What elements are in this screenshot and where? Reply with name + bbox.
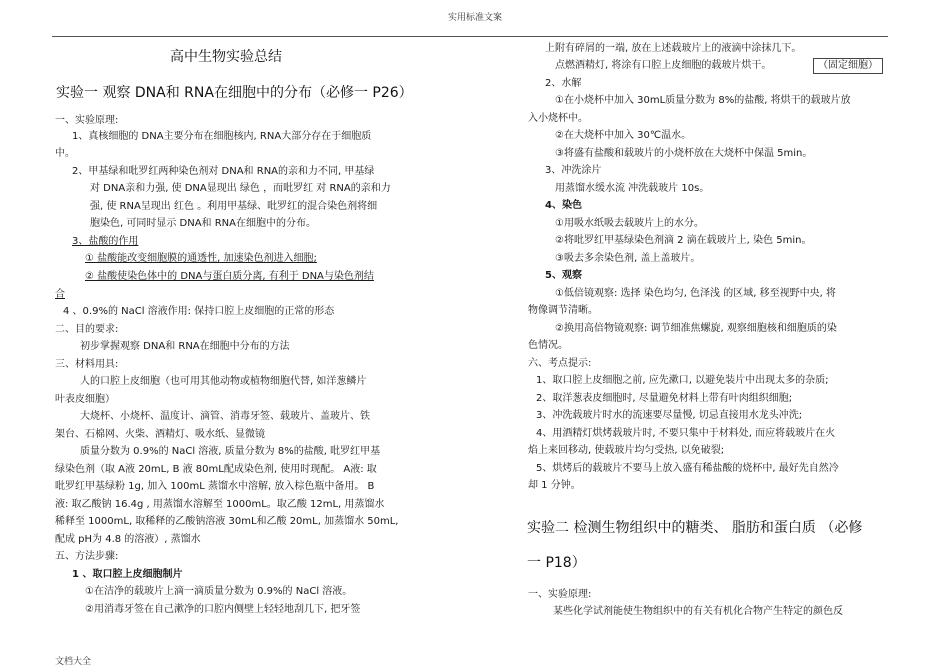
text-line: ①低倍镜观察: 选择 染色均匀, 色泽浅 的区域, 移至视野中央, 将 (555, 288, 836, 299)
text-line: 绿染色剂（取 A液 20mL, B 液 80mL配成染色剂, 使用时现配。 A液: 取 (55, 464, 377, 475)
text-line: 用蒸馏水缓水流 冲洗载玻片 10s。 (555, 183, 710, 194)
text-line: 合 (55, 289, 65, 300)
experiment-1-heading: 实验一 观察 DNA和 RNA在细胞中的分布（必修一 P26） (56, 85, 413, 101)
text-line: 1、真核细胞的 DNA主要分布在细胞核内, RNA大部分存在于细胞质 (72, 131, 372, 142)
text-line: 5、观察 (545, 270, 582, 281)
text-line: 入小烧杯中。 (528, 113, 588, 124)
text-line: 点燃酒精灯, 将涂有口腔上皮细胞的载玻片烘干。 (555, 60, 772, 71)
text-line: 3、盐酸的作用 (72, 236, 139, 247)
text-line: 架台、石棉网、火柴、酒精灯、吸水纸、显微镜 (55, 429, 265, 440)
text-line: 某些化学试剂能使生物组织中的有关有机化合物产生特定的颜色反 (553, 606, 843, 617)
text-line: 五、方法步骤: (55, 551, 119, 562)
text-line: 对 DNA亲和力强, 使 DNA显现出 绿色 ，而吡罗红 对 RNA的亲和力 (90, 183, 391, 194)
text-line: 人的口腔上皮细胞（也可用其他动物或植物细胞代替, 如洋葱鳞片 (80, 376, 367, 387)
text-line: ②将吡罗红甲基绿染色剂滴 2 滴在载玻片上, 染色 5min。 (555, 235, 812, 246)
text-line: 六、考点提示: (528, 358, 592, 369)
text-line: 却 1 分钟。 (528, 480, 581, 491)
text-line: ②换用高倍物镜观察: 调节细准焦螺旋, 观察细胞核和细胞质的染 (555, 323, 837, 334)
text-line: 物像调节清晰。 (528, 305, 598, 316)
text-line: 1 、取口腔上皮细胞制片 (72, 569, 183, 580)
text-line: 一、实验原理: (55, 115, 119, 126)
experiment-2-heading: 实验二 检测生物组织中的糖类、 脂肪和蛋白质 （必修 (527, 520, 863, 536)
text-line: 吡罗红甲基绿粉 1g, 加入 100mL 蒸馏水中溶解, 放入棕色瓶中备用。 B (55, 481, 375, 492)
page-header: 实用标准文案 (447, 13, 502, 23)
text-line: 5、烘烤后的载玻片不要马上放入盛有稀盐酸的烧杯中, 最好先自然冷 (536, 463, 839, 474)
text-line: 2、取洋葱表皮细胞时, 尽量避免材料上带有叶肉组织细胞; (536, 393, 793, 404)
text-line: 二、目的要求: (55, 324, 119, 335)
header-rule (52, 36, 888, 37)
fixed-cells-tag: （固定细胞） (813, 58, 883, 74)
text-line: ② 盐酸使染色体中的 DNA与蛋白质分离, 有利于 DNA与染色剂结 (85, 271, 374, 282)
text-line: 4、用酒精灯烘烤载玻片时, 不要只集中于材料处, 而应将载玻片在火 (536, 428, 836, 439)
text-line: ①在小烧杯中加入 30mL质量分数为 8%的盐酸, 将烘干的载玻片放 (555, 95, 851, 106)
text-line: 色情况。 (528, 340, 568, 351)
text-line: 4、染色 (545, 200, 582, 211)
text-line: ②用消毒牙签在自己漱净的口腔内侧壁上轻轻地刮几下, 把牙签 (85, 604, 361, 615)
text-line: 焰上来回移动, 使载玻片均匀受热, 以免破裂; (528, 445, 725, 456)
text-line: ②在大烧杯中加入 30℃温水。 (555, 130, 692, 141)
text-line: ③吸去多余染色剂, 盖上盖玻片。 (555, 253, 701, 264)
text-line: 2、甲基绿和吡罗红两种染色剂对 DNA和 RNA的亲和力不同, 甲基绿 (72, 166, 375, 177)
text-line: 3、冲洗载玻片时水的流速要尽量慢, 切忌直接用水龙头冲洗; (536, 410, 803, 421)
text-line: 中。 (55, 148, 75, 159)
text-line: 3、冲洗涂片 (545, 165, 602, 176)
text-line: 一、实验原理: (528, 589, 592, 600)
text-line: 胞染色, 可同时显示 DNA和 RNA在细胞中的分布。 (90, 218, 317, 229)
text-line: 三、材料用具: (55, 359, 119, 370)
text-line: 1、取口腔上皮细胞之前, 应先漱口, 以避免装片中出现太多的杂质; (536, 375, 829, 386)
text-line: 配成 pH为 4.8 的溶液）, 蒸馏水 (55, 534, 201, 545)
document-title: 高中生物实验总结 (170, 49, 282, 65)
text-line: 稀释至 1000mL, 取稀释的乙酸钠溶液 30mL和乙酸 20mL, 加蒸馏水 50mL, (55, 516, 399, 527)
text-line: 2、水解 (545, 78, 582, 89)
text-line: 大烧杯、小烧杯、温度计、滴管、消毒牙签、载玻片、盖玻片、铁 (80, 411, 370, 422)
text-line: ① 盐酸能改变细胞膜的通透性, 加速染色剂进入细胞; (85, 253, 317, 264)
page-footer: 文档大全 (55, 657, 92, 667)
text-line: 上附有碎屑的一端, 放在上述载玻片上的液滴中涂抹几下。 (545, 43, 802, 54)
text-line: ③将盛有盐酸和载玻片的小烧杯放在大烧杯中保温 5min。 (555, 148, 813, 159)
text-line: ①在洁净的载玻片上滴一滴质量分数为 0.9%的 NaCl 溶液。 (85, 586, 353, 597)
experiment-2-heading-cont: 一 P18） (527, 555, 586, 571)
text-line: 4 、0.9%的 NaCl 溶液作用: 保持口腔上皮细胞的正常的形态 (63, 306, 335, 317)
text-line: 叶表皮细胞） (55, 394, 115, 405)
text-line: ①用吸水纸吸去载玻片上的水分。 (555, 218, 704, 229)
text-line: 液: 取乙酸钠 16.4g , 用蒸馏水溶解至 1000mL。取乙酸 12mL, 用蒸馏水 (55, 499, 385, 510)
text-line: 质量分数为 0.9%的 NaCl 溶液, 质量分数为 8%的盐酸, 吡罗红甲基 (80, 446, 381, 457)
text-line: 初步掌握观察 DNA和 RNA在细胞中分布的方法 (80, 341, 290, 352)
text-line: 强, 使 RNA呈现出 红色 。利用甲基绿、吡罗红的混合染色剂将细 (90, 201, 378, 212)
